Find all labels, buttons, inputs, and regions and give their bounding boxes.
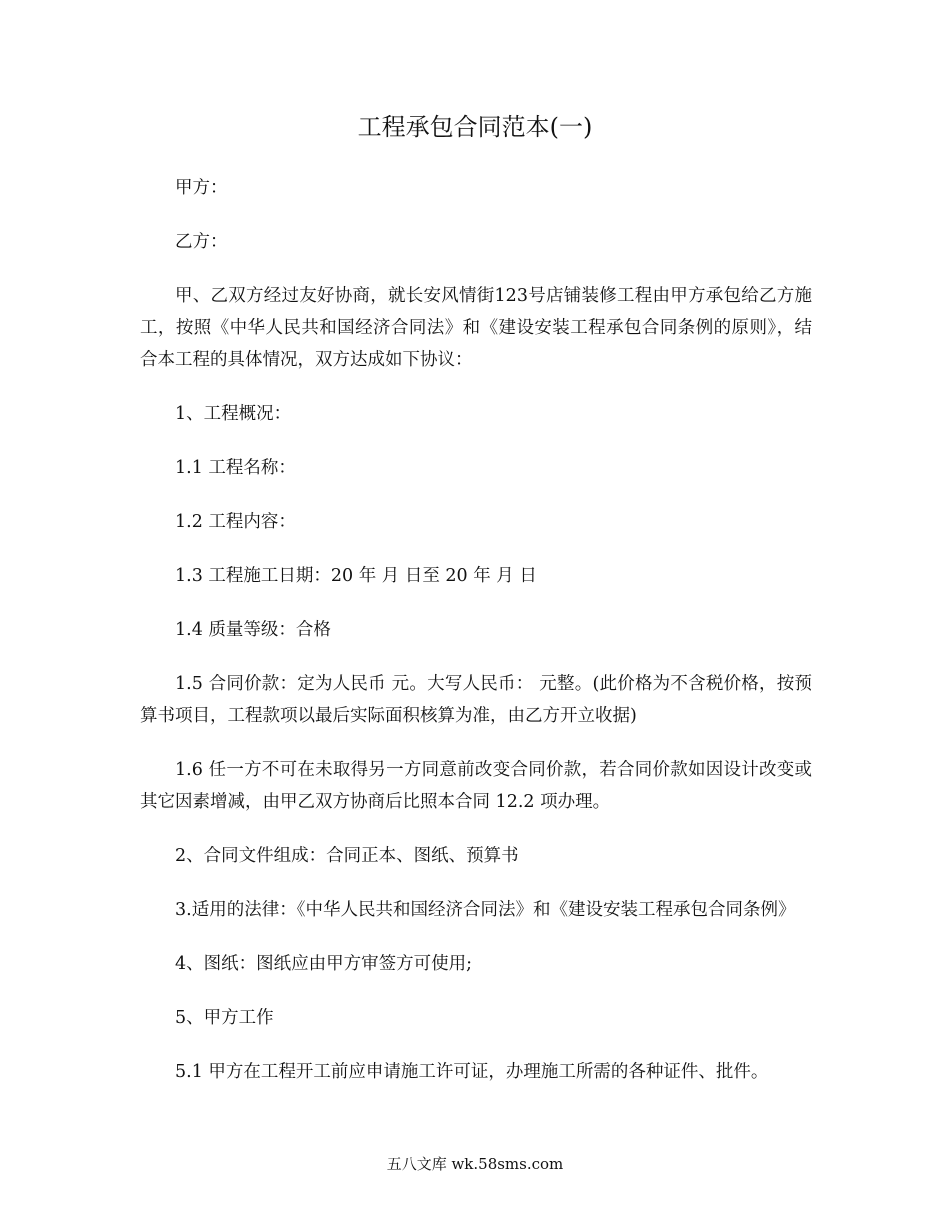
paragraph-section-3: 3.适用的法律：《中华人民共和国经济合同法》和《建设安装工程承包合同条例》 bbox=[175, 900, 796, 920]
paragraph-1-5: 1.5 合同价款：定为人民币 元。大写人民币： 元整。(此价格为不含税价格，按预算书项目，工程款项以最后实际面积核算为准，由乙方开立收据) bbox=[140, 674, 812, 726]
paragraph-section-1: 1、工程概况： bbox=[175, 404, 292, 424]
paragraph-section-2: 2、合同文件组成：合同正本、图纸、预算书 bbox=[175, 846, 519, 866]
paragraph-5-1: 5.1 甲方在工程开工前应申请施工许可证，办理施工所需的各种证件、批件。 bbox=[175, 1062, 769, 1082]
paragraph-preamble: 甲、乙双方经过友好协商，就长安风情街123号店铺装修工程由甲方承包给乙方施工，按照《中华人民共和国经济合同法》和《建设安装工程承包合同条例的原则》，结合本工程的具体情况，双方达成如下协议： bbox=[140, 286, 812, 370]
document-title: 工程承包合同范本(一) bbox=[357, 113, 593, 141]
paragraph-1-1: 1.1 工程名称： bbox=[175, 458, 296, 478]
footer-watermark: 五八文库 wk.58sms.com bbox=[386, 1155, 564, 1173]
paragraph-1-2: 1.2 工程内容： bbox=[175, 512, 296, 532]
paragraph-party-a: 甲方： bbox=[175, 178, 228, 198]
paragraph-party-b: 乙方： bbox=[175, 232, 228, 252]
paragraph-section-4: 4、图纸：图纸应由甲方审签方可使用; bbox=[175, 954, 473, 974]
paragraph-section-5: 5、甲方工作 bbox=[175, 1008, 274, 1028]
paragraph-1-3: 1.3 工程施工日期：20 年 月 日至 20 年 月 日 bbox=[175, 566, 537, 586]
document-body bbox=[140, 172, 812, 1110]
paragraph-1-4: 1.4 质量等级：合格 bbox=[175, 620, 331, 640]
paragraph-1-6: 1.6 任一方不可在未取得另一方同意前改变合同价款，若合同价款如因设计改变或其它因素增减，由甲乙双方协商后比照本合同 12.2 项办理。 bbox=[140, 760, 812, 812]
